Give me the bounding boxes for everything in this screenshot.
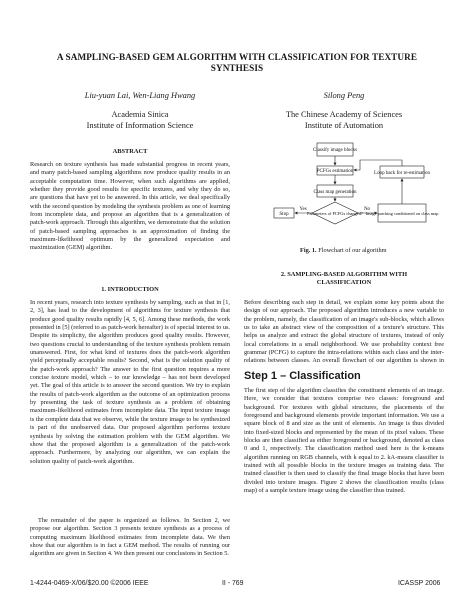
classify-box-label: Classify image blocks xyxy=(312,148,358,153)
author-block-1 xyxy=(40,90,240,131)
author-names: Liu-yuan Lai, Wen-Liang Hwang xyxy=(84,91,196,100)
paper-title xyxy=(30,52,444,74)
author-affiliation: The Chinese Academy of Sciences xyxy=(285,110,403,119)
author-names: Silong Peng xyxy=(323,91,365,100)
section-1-paragraph-2: The remainder of the paper is organized as follows. In Section 2, we propose our algorithm. Section 3 presents texture synthesis as a process of computing maximum likelihood estimates from incomplete data. We then show that our algorithm is in fact a GEM method. The results of running our algorithm are given in Section 4. We then present our conclusions in Section 5. xyxy=(30,517,230,558)
section-2-heading xyxy=(244,271,444,287)
title-line-2: SYNTHESIS xyxy=(210,63,264,73)
footer-page-number: II - 769 xyxy=(222,580,244,587)
figure-caption xyxy=(300,247,387,254)
section-2-heading-line-1: 2. SAMPLING-BASED ALGORITHM WITH xyxy=(280,271,408,278)
pcfg-box-label: PCFGs estimation xyxy=(316,169,354,174)
figure-caption-label: Fig. 1. xyxy=(300,247,317,254)
section-2-heading-line-2: CLASSIFICATION xyxy=(316,279,372,286)
author-affiliation: Institute of Information Science xyxy=(86,121,194,130)
loopback-box-label: Loop back for re-estimation xyxy=(374,171,430,176)
yes-label: Yes xyxy=(299,207,307,212)
footer-copyright: 1-4244-0469-X/06/$20.00 ©2006 IEEE xyxy=(30,580,149,587)
title-line-1: A SAMPLING-BASED GEM ALGORITHM WITH CLASSIFICATION FOR TEXTURE xyxy=(56,52,418,62)
author-affiliation: Institute of Automation xyxy=(304,121,384,130)
author-affiliation: Academia Sinica xyxy=(111,110,169,119)
decision-label: Parameters of PCFGs changed? xyxy=(307,211,363,216)
classmap-box-label: Class map generation xyxy=(313,190,357,195)
no-label: No xyxy=(363,207,371,212)
section-1-paragraph-1: In recent years, research into texture synthesis by sampling, such as that in [1, 2, 3], has lead to the development of algorithms for texture synthesis that produce good quality results rapidly [4, 5, 6]. Among these methods, the work presented in [5] (referred to as patch-work hereafter) is of special interest to us. Despite its simplicity, the algorithm produces good quality results. However, two questions crucial to understanding of the texture synthesis problem remain unanswered. First, for what kind of textures does the patch-work algorithm yield perceptually acceptable results? Second, what is the solution quality of the patch-work approach? The answer to the first question requires a more concise texture model, which – to our knowledge – has not been developed yet. The goal of this article is to answer the second question. We try to explain the results of patch-work algorithm as the outcome of an optimization process by presenting the task of texture synthesis as a problem of obtaining maximum-likelihood estimates from incomplete data. The input texture image is the complete data that we observe, while the texture image to be synthesized is part of the unobserved data. Our proposed algorithm performs texture synthesis by solving the estimation problem with the GEM algorithm. We show that the proposed algorithm is a generalization of the patch-work approach. Furthermore, by analyzing our algorithm, we can explain the solution quality of patch-work algorithm. xyxy=(30,299,230,465)
stop-box-label: Stop xyxy=(279,212,289,217)
step-1-heading: Step 1 – Classification xyxy=(244,370,361,382)
flowchart-figure xyxy=(270,140,440,245)
patching-box-label: Image patching conditioned on class map xyxy=(365,211,439,216)
step-1-paragraph: The first step of the algorithm classifies the constituent elements of an image. Here, we consider that textures comprise two classes: foreground and background. For textures with global structures, the placements of the foreground and background elements provide important information. We use a square block of 8 and size as the unit of elements. An image is thus divided into fixed-sized blocks and represented by the mean of its pixel values. These blocks are then classified as either foreground or background, denoted as class 0 and 1, respectively. The classification method used here is the k-means algorithm running on RGB channels, with k equal to 2. kA-means classifier is trained with all possible blocks in the texture images as training data. The trained classifier is then used to classify the final image blocks that have been divided into texture images. Figure 2 shows the classification results (class map) of a sample texture image using the classifier thus trained. xyxy=(244,387,444,495)
figure-caption-text: Flowchart of our algorithm xyxy=(318,247,387,254)
section-2-paragraph: Before describing each step in detail, we explain some key points about the design of our approach. The proposed algorithm introduces a new variable to the problem, namely, the classification of an image's sub-blocks, which allows us to take an abstract view of the composition of a texture's structure. This helps us analyze and extract the global structure of textures, instead of only local correlations in a small neighborhood. We use probability context free grammar (PCFG) to capture the intra-relations within each class and the inter-relations between classes. An overall flowchart of our algorithm is shown in xyxy=(244,299,444,365)
abstract-heading: ABSTRACT xyxy=(112,148,148,155)
author-block-2 xyxy=(244,90,444,131)
footer-conference: ICASSP 2006 xyxy=(398,580,441,587)
section-1-heading: 1. INTRODUCTION xyxy=(101,286,159,293)
abstract-text: Research on texture synthesis has made substantial progress in recent years, and many patch-based sampling algorithms now produce quality results in an acceptable computation time. However, when such algorithms are applied, whether they provide good results for specific textures, and why they do so, are questions that have yet to be answered. In this article, we deal specifically with the second question by modeling the synthesis problem as one of learning from incomplete data, and propose an algorithm that is a generalization of patch-work approach. Through this algorithm, we demonstrate that the solution of patch-based sampling approaches is an approximation of finding the maximum-likelihood optimum by the generalized expectation and maximization (GEM) algorithm. xyxy=(30,161,230,252)
